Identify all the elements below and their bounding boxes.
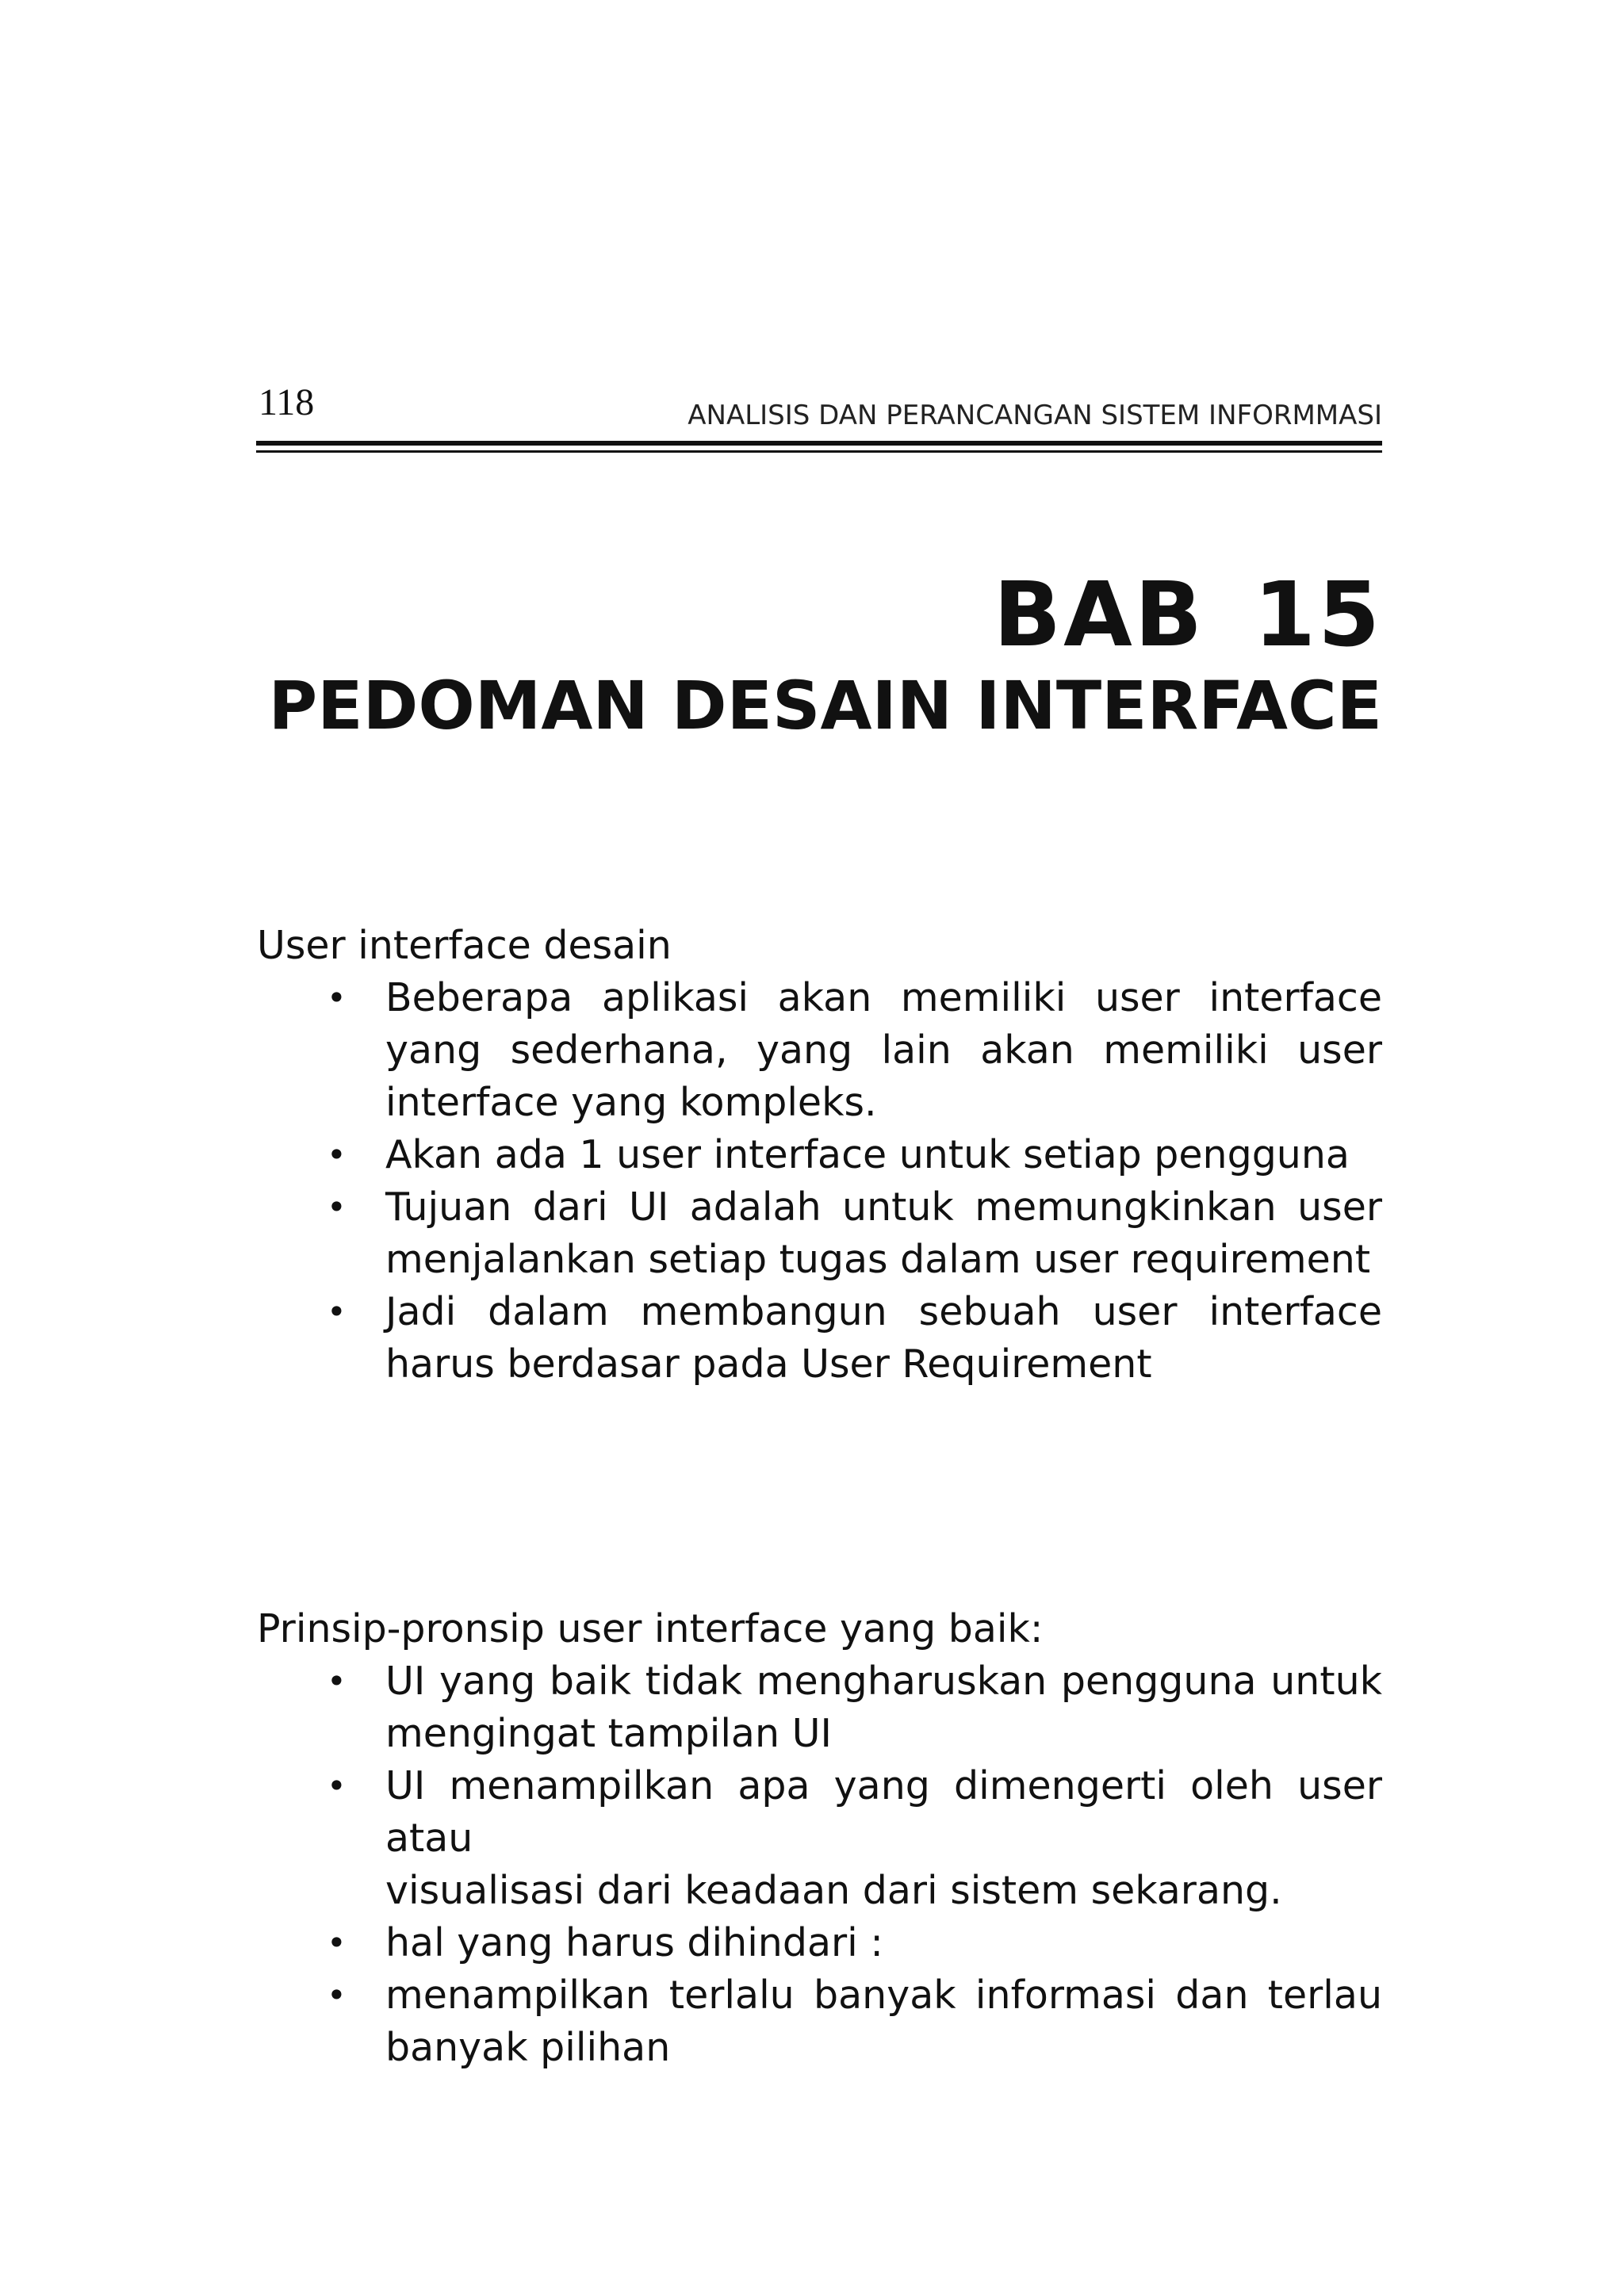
bullet-icon: • xyxy=(327,1976,347,2015)
page-number: 118 xyxy=(259,381,315,423)
running-header: ANALISIS DAN PERANCANGAN SISTEM INFORMMASI xyxy=(688,400,1382,431)
section-prinsip-user-interface xyxy=(257,1603,1382,2074)
bullet-icon: • xyxy=(327,1188,347,1226)
list-item-text: UI menampilkan apa yang dimengerti oleh user atau xyxy=(385,1763,1382,1861)
list-item xyxy=(257,1181,1382,1286)
list-item xyxy=(257,1286,1382,1391)
section-heading: Prinsip-pronsip user interface yang baik: xyxy=(257,1606,1044,1651)
list-item-continuation: visualisasi dari keadaan dari sistem sekarang. xyxy=(385,1868,1282,1913)
chapter-number: BAB 15 xyxy=(993,564,1382,667)
list-item-text: Akan ada 1 user interface untuk setiap pengguna xyxy=(385,1132,1350,1177)
list-item xyxy=(257,1129,1382,1181)
list-item xyxy=(257,1917,1382,1969)
list-item-text: Tujuan dari UI adalah untuk memungkinkan user menjalankan setiap tugas dalam user requirement xyxy=(385,1184,1382,1282)
bullet-icon: • xyxy=(327,1766,347,1805)
bullet-icon: • xyxy=(327,1662,347,1701)
header-rule-secondary xyxy=(256,450,1382,453)
section-user-interface-desain xyxy=(257,920,1382,1391)
list-item-text: hal yang harus dihindari : xyxy=(385,1920,883,1965)
header-rule xyxy=(256,441,1382,446)
chapter-title: PEDOMAN DESAIN INTERFACE xyxy=(268,667,1382,744)
bullet-icon: • xyxy=(327,1135,347,1174)
section-heading: User interface desain xyxy=(257,923,672,968)
bullet-icon: • xyxy=(327,978,347,1017)
bullet-icon: • xyxy=(327,1923,347,1962)
list-item-text: menampilkan terlalu banyak informasi dan terlau banyak pilihan xyxy=(385,1973,1382,2070)
bullet-list xyxy=(257,1655,1382,2074)
list-item-text: Beberapa aplikasi akan memiliki user interface yang sederhana, yang lain akan memiliki user interface yang kompleks. xyxy=(385,975,1382,1125)
list-item xyxy=(257,1655,1382,1760)
list-item-text: UI yang baik tidak mengharuskan pengguna untuk mengingat tampilan UI xyxy=(385,1659,1382,1756)
list-item xyxy=(257,1969,1382,2074)
list-item-text: Jadi dalam membangun sebuah user interface harus berdasar pada User Requirement xyxy=(385,1289,1382,1387)
list-item xyxy=(257,1760,1382,1917)
bullet-list xyxy=(257,972,1382,1391)
bullet-icon: • xyxy=(327,1292,347,1331)
list-item xyxy=(257,972,1382,1129)
